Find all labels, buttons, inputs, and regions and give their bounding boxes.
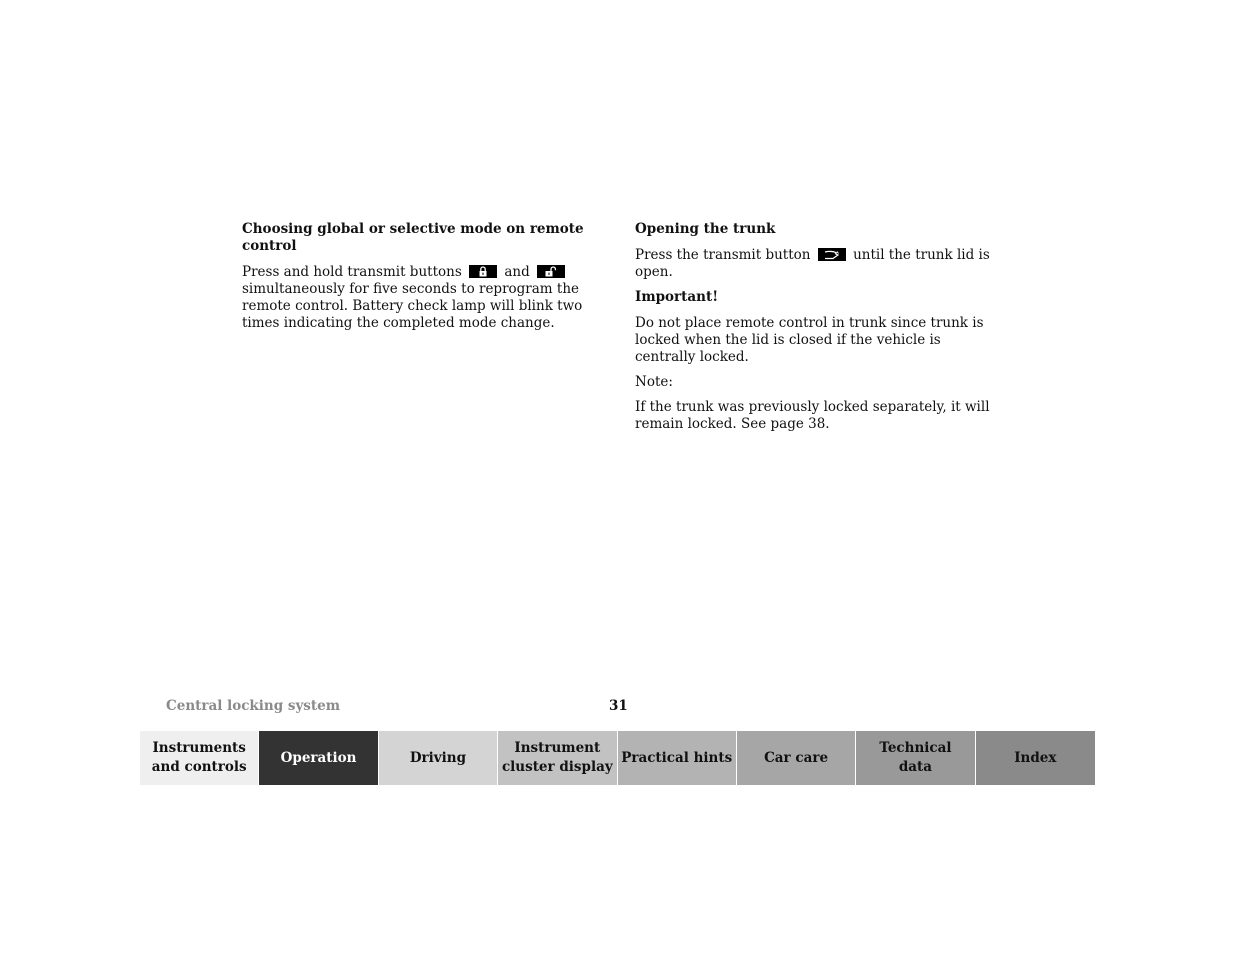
chapter-tabs <box>140 731 1095 785</box>
trunk-text-end: until the trunk lid is open. <box>635 247 990 280</box>
tab-practical-hints[interactable]: Practical hints <box>618 731 737 785</box>
important-label: Important! <box>635 289 719 305</box>
trunk-text-start: Press the transmit button <box>635 247 811 263</box>
remote-mode-heading: Choosing global or selective mode on remote control <box>242 221 584 254</box>
note-text: If the trunk was previously locked separately, it will remain locked. See page 38. <box>635 399 990 432</box>
page-number: 31 <box>609 698 628 714</box>
remote-mode-text-and: and <box>504 264 530 280</box>
tab-instruments-and-controls[interactable]: Instruments and controls <box>140 731 259 785</box>
remote-mode-text-start: Press and hold transmit buttons <box>242 264 462 280</box>
opening-trunk-instructions <box>635 247 990 281</box>
tab-driving[interactable]: Driving <box>379 731 498 785</box>
note-label: Note: <box>635 374 673 390</box>
trunk-open-icon <box>818 248 846 261</box>
left-column <box>242 221 612 340</box>
tab-operation[interactable]: Operation <box>259 731 378 785</box>
right-column <box>635 221 990 441</box>
tab-index[interactable]: Index <box>976 731 1095 785</box>
remote-mode-instructions <box>242 264 612 332</box>
lock-open-icon <box>537 265 565 278</box>
important-text: Do not place remote control in trunk since trunk is locked when the lid is closed if the vehicle is centrally locked. <box>635 315 984 365</box>
lock-closed-icon <box>469 265 497 278</box>
opening-trunk-heading: Opening the trunk <box>635 221 776 237</box>
tab-instrument-cluster-display[interactable]: Instrument cluster display <box>498 731 617 785</box>
remote-mode-text-end: simultaneously for five seconds to reprogram the remote control. Battery check lamp will blink two times indicating the completed mode change. <box>242 281 583 331</box>
section-label: Central locking system <box>166 698 341 714</box>
tab-car-care[interactable]: Car care <box>737 731 856 785</box>
tab-technical-data[interactable]: Technical data <box>856 731 975 785</box>
